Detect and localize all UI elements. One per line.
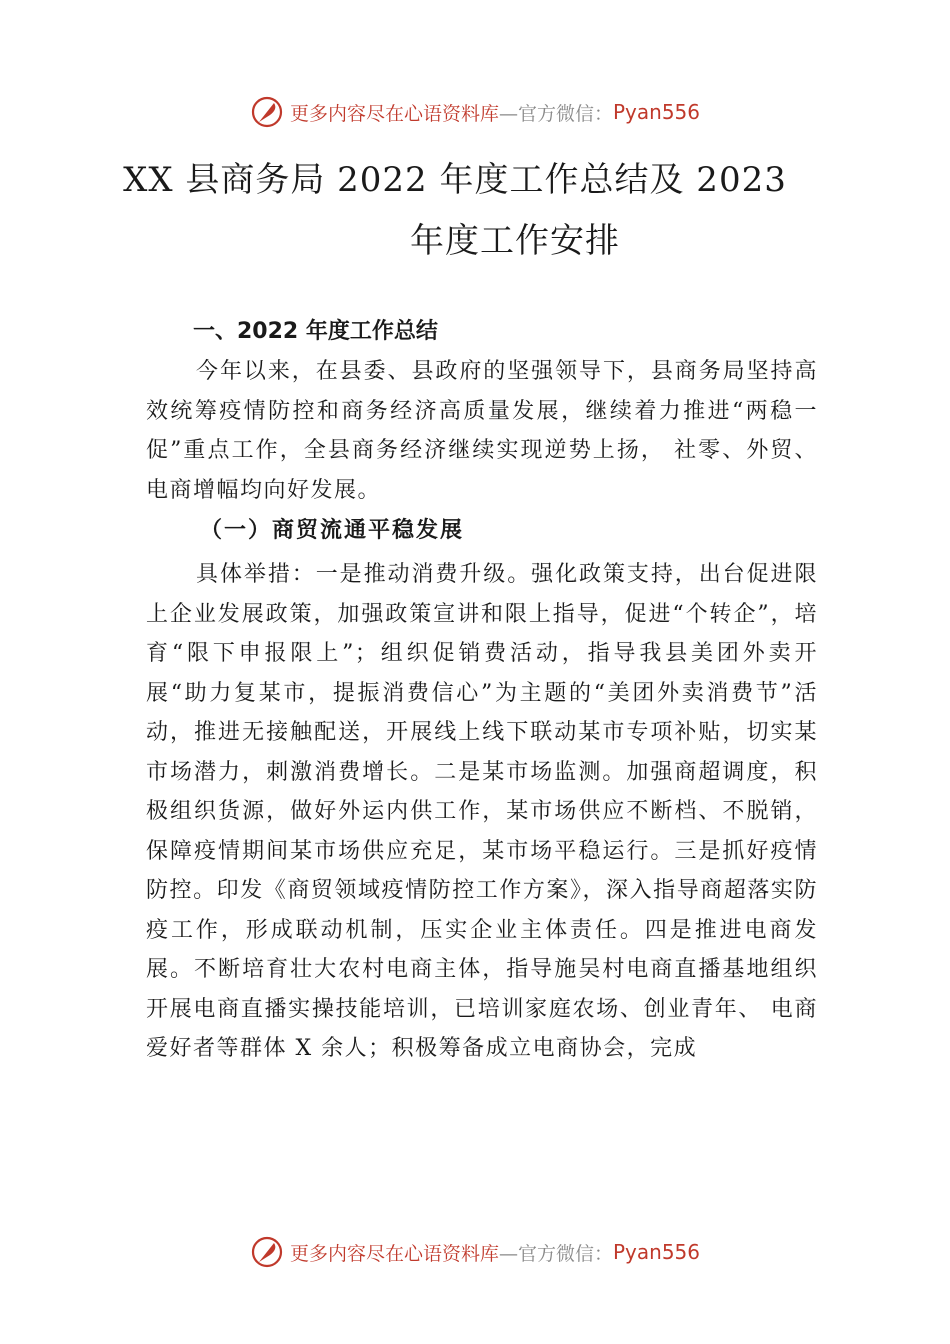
document-title-line2: 年度工作安排: [410, 221, 620, 261]
watermark-header: [0, 95, 950, 129]
feather-logo-icon: [250, 1235, 284, 1269]
section-heading: 一、2022 年度工作总结: [193, 319, 438, 344]
subsection-heading: （一）商贸流通平稳发展: [200, 517, 465, 543]
watermark-id: Pyan556: [613, 100, 701, 124]
watermark-id: Pyan556: [613, 1240, 701, 1264]
watermark-dash: —官方微信：: [498, 1242, 613, 1265]
feather-logo-icon: [250, 95, 284, 129]
document-title-line1: XX 县商务局 2022 年度工作总结及 2023: [123, 160, 787, 200]
subsection-paragraph: 具体举措：一是推动消费升级。强化政策支持，出台促进限上企业发展政策，加强政策宣讲和限上指导，促进“个转企”，培育“限下申报限上”；组织促销费活动，指导我县美团外卖开展“助力复某市，提振消费信心”为主题的“美团外卖消费节”活动，推进无接触配送，开展线上线下联动某市专项补贴，切实某市场潜力，刺激消费增长。二是某市场监测。加强商超调度，积极组织货源，做好外运内供工作，某市场供应不断档、不脱销，保障疫情期间某市场供应充足，某市场平稳运行。三是抓好疫情防控。印发《商贸领域疫情防控工作方案》，深入指导商超落实防疫工作，形成联动机制，压实企业主体责任。四是推进电商发展。不断培育壮大农村电商主体，指导施吴村电商直播基地组织开展电商直播实操技能培训，已培训家庭农场、创业青年、 电商爱好者等群体 X 余人；积极筹备成立电商协会，完成: [146, 562, 818, 1061]
watermark-footer: [0, 1235, 950, 1269]
watermark-dash: —官方微信：: [498, 102, 613, 125]
watermark-text: 更多内容尽在心语资料库: [289, 102, 499, 125]
watermark-text: 更多内容尽在心语资料库: [289, 1242, 499, 1265]
section-paragraph: 今年以来，在县委、县政府的坚强领导下，县商务局坚持高效统筹疫情防控和商务经济高质量发展，继续着力推进“两稳一促”重点工作，全县商务经济继续实现逆势上扬， 社零、外贸、电商增幅均向好发展。: [146, 359, 818, 503]
